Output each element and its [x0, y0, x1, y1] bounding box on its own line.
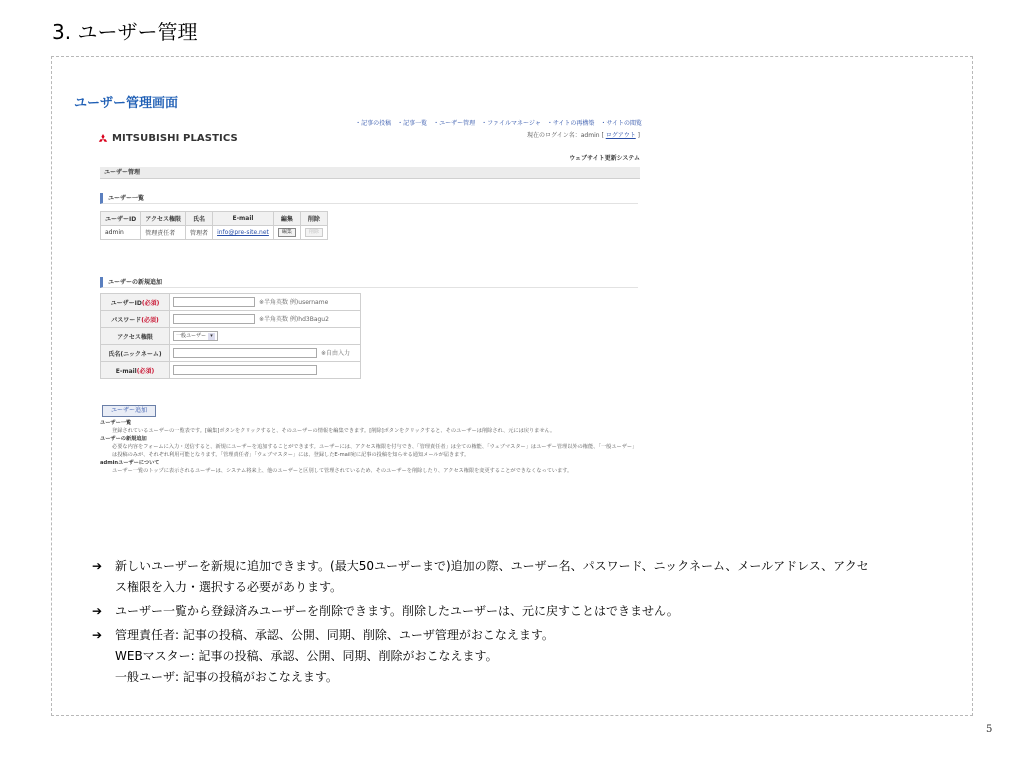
- cell-delete: [300, 226, 327, 240]
- add-user-heading: ユーザーの新規追加: [100, 277, 638, 288]
- access-select[interactable]: [173, 331, 218, 341]
- access-select-value: 一般ユーザー: [176, 333, 207, 339]
- password-label-text: パスワード: [111, 316, 142, 324]
- col-delete: 削除: [300, 212, 327, 226]
- bullet-text: WEBマスター: 記事の投稿、承認、公開、同期、削除がおこなえます。: [115, 649, 498, 663]
- help-heading: ユーザーの新規追加: [100, 436, 147, 442]
- bullet-text: 管理責任者: 記事の投稿、承認、公開、同期、削除、ユーザ管理がおこなえます。: [115, 628, 554, 642]
- table-row: [101, 226, 328, 240]
- user-id-label: [101, 294, 170, 311]
- bullet-item: [92, 601, 952, 622]
- cell-edit: [273, 226, 300, 240]
- email-label: [101, 362, 170, 379]
- email-label-text: E-mail: [115, 367, 137, 375]
- bullet-text: ユーザー一覧から登録済みユーザーを削除できます。削除したユーザーは、元に戻すことはできません。: [115, 604, 679, 618]
- login-status-close: ]: [637, 132, 640, 139]
- form-row-email: [101, 362, 361, 379]
- three-diamonds-icon: [97, 134, 109, 144]
- system-name: ウェブサイト更新システム: [569, 155, 640, 162]
- bullet-text: 一般ユーザ: 記事の投稿がおこなえます。: [115, 670, 338, 684]
- form-row-user-id: [101, 294, 361, 311]
- form-row-nickname: [101, 345, 361, 362]
- add-user-form: [100, 293, 361, 379]
- email-link[interactable]: info@pre-site.net: [217, 229, 269, 236]
- brand-logo: [97, 133, 238, 144]
- col-access: アクセス権限: [141, 212, 186, 226]
- nickname-input[interactable]: [173, 348, 317, 358]
- page-number: 5: [986, 724, 993, 735]
- brand-name: MITSUBISHI PLASTICS: [112, 133, 238, 144]
- cell-email: [213, 226, 274, 240]
- arrow-right-icon: ➔: [92, 604, 103, 618]
- user-list-table: [100, 211, 328, 240]
- nav-link-rebuild-site[interactable]: ・サイトの再構築: [546, 120, 595, 127]
- form-row-access: [101, 328, 361, 345]
- user-id-input[interactable]: [173, 297, 255, 307]
- bullet-text: 新しいユーザーを新規に追加できます。(最大50ユーザーまで)追加の際、ユーザー名、パスワード、ニックネーム、メールアドレス、アクセ: [115, 559, 869, 573]
- required-mark: (必須): [141, 299, 160, 307]
- login-status: [527, 130, 640, 139]
- password-label: [101, 311, 170, 328]
- cell-name: 管理者: [186, 226, 213, 240]
- bullet-text: ス権限を入力・選択する必要があります。: [115, 580, 343, 594]
- col-email: E-mail: [213, 212, 274, 226]
- col-name: 氏名: [186, 212, 213, 226]
- col-user-id: ユーザーID: [101, 212, 141, 226]
- section-heading: ユーザー管理画面: [74, 96, 179, 111]
- nav-link-article-list[interactable]: ・記事一覧: [397, 120, 428, 127]
- password-input[interactable]: [173, 314, 255, 324]
- user-list-heading: ユーザー一覧: [100, 193, 638, 204]
- password-note: ※半角英数 例)hd3Bagu2: [259, 315, 329, 323]
- help-paragraph: 必要な内容をフォームに入力・送信すると、新規にユーザーを追加することができます。ユーザーには、アクセス権限を付与でき、「管理責任者」は全ての権能、「ウェブマスター」はユーザー管理以外の権能、「一般ユーザー」は投稿のみが、それぞれ利用可能となります。「管理責任者」「ウェブマスター」には、登録したE-mail宛に記事の投稿を知らせる通知メールが届きます。: [112, 444, 638, 458]
- nav-link-file-manager[interactable]: ・ファイルマネージャ: [481, 120, 541, 127]
- help-paragraph: 登録されているユーザーの一覧表です。[編集]ボタンをクリックすると、そのユーザーの情報を編集できます。[削除]ボタンをクリックすると、そのユーザーは削除され、元には戻りません。: [112, 428, 556, 434]
- arrow-right-icon: ➔: [92, 559, 103, 573]
- cell-user-id: admin: [101, 226, 141, 240]
- access-label: アクセス権限: [101, 328, 170, 345]
- col-edit: 編集: [273, 212, 300, 226]
- top-nav: [355, 118, 642, 127]
- logout-link[interactable]: ログアウト: [605, 132, 636, 139]
- help-paragraph: ユーザー一覧のトップに表示されるユーザーは、システム将来上、他のユーザーと区別して管理されているため、そのユーザーを削除したり、アクセス権限を変更することができなくなっています。: [112, 468, 573, 474]
- bullet-item: [92, 625, 952, 688]
- required-mark: (必須): [136, 367, 155, 375]
- nav-link-user-management[interactable]: ・ユーザー管理: [433, 120, 476, 127]
- help-heading: adminユーザーについて: [100, 460, 160, 466]
- user-id-label-text: ユーザーID: [110, 299, 142, 307]
- email-input[interactable]: [173, 365, 317, 375]
- slide-title: 3. ユーザー管理: [52, 20, 198, 44]
- table-header-row: [101, 212, 328, 226]
- required-mark: (必須): [141, 316, 159, 324]
- arrow-right-icon: ➔: [92, 628, 103, 642]
- nickname-label: 氏名(ニックネーム): [101, 345, 170, 362]
- nickname-note: ※自由入力: [321, 349, 351, 357]
- page-title-bar: ユーザー管理: [100, 167, 640, 179]
- user-management-screenshot: [90, 115, 642, 545]
- cell-access: 管理責任者: [141, 226, 186, 240]
- bullet-list: [92, 556, 952, 688]
- nav-link-post-article[interactable]: ・記事の投稿: [355, 120, 392, 127]
- login-status-text: 現在のログイン名：admin [: [527, 132, 604, 139]
- form-row-password: [101, 311, 361, 328]
- add-user-button[interactable]: ユーザー追加: [102, 405, 156, 417]
- delete-button: 削除: [305, 228, 323, 237]
- help-heading: ユーザー一覧: [100, 420, 132, 426]
- help-text: [100, 419, 640, 475]
- chevron-down-icon: ▾: [208, 333, 215, 340]
- user-id-note: ※半角英数 例)username: [259, 298, 329, 306]
- bullet-item: [92, 556, 952, 598]
- nav-link-view-site[interactable]: ・サイトの閲覧: [600, 120, 642, 127]
- edit-button[interactable]: 編集: [278, 228, 296, 237]
